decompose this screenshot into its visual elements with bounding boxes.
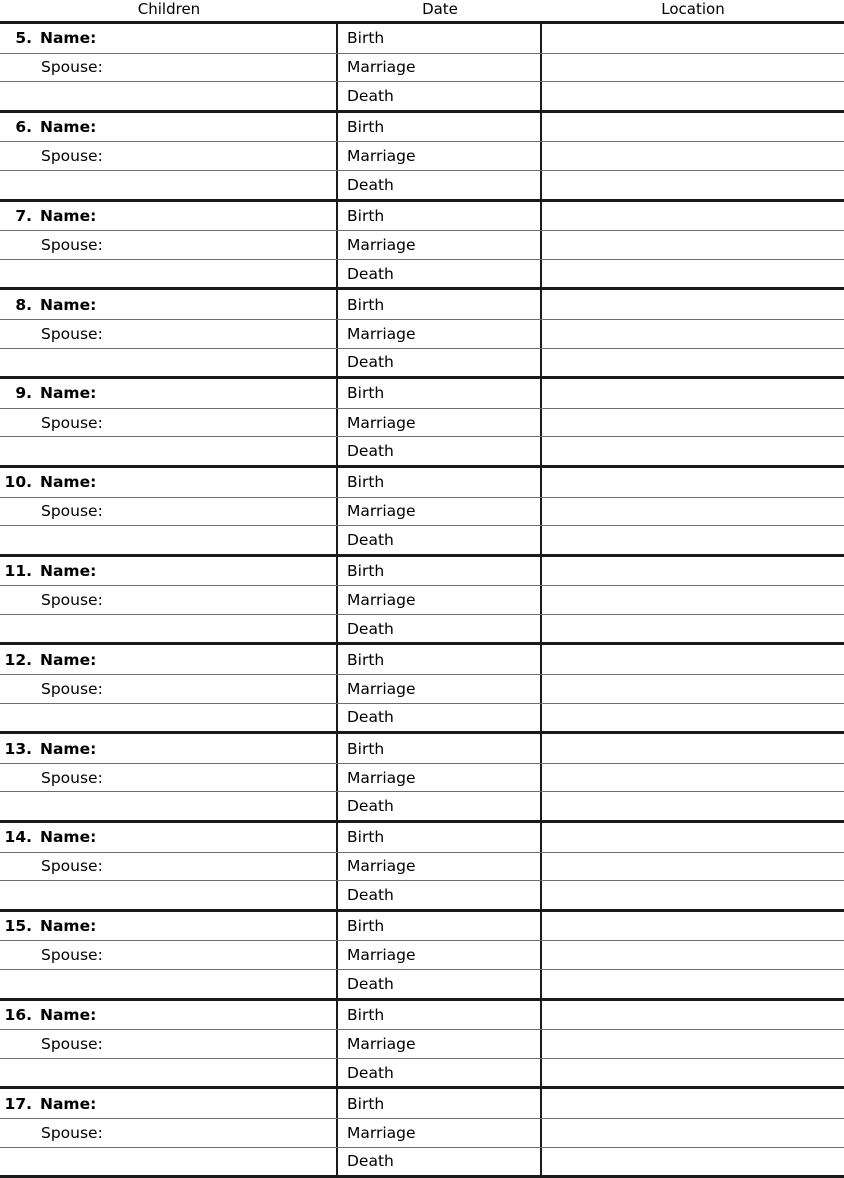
table-header	[0, 0, 844, 21]
spouse-name-cell[interactable]	[0, 231, 338, 259]
table-row	[0, 614, 844, 643]
marriage-date-cell[interactable]	[338, 231, 542, 259]
birth-location-cell[interactable]	[542, 202, 844, 231]
table-row	[0, 170, 844, 199]
birth-date-cell[interactable]	[338, 113, 542, 142]
birth-date-cell[interactable]	[338, 734, 542, 763]
spouse-label: Spouse:	[41, 679, 103, 698]
death-date-cell[interactable]	[338, 792, 542, 820]
name-label: Name:	[40, 384, 97, 403]
table-row	[0, 24, 844, 53]
table-row	[0, 113, 844, 142]
marriage-label: Marriage	[347, 58, 416, 77]
death-label: Death	[347, 175, 394, 194]
child-name-cell[interactable]	[0, 113, 338, 142]
death-label: Death	[347, 530, 394, 549]
death-date-cell[interactable]	[338, 171, 542, 199]
child-name-cell[interactable]	[0, 1001, 338, 1030]
spouse-label: Spouse:	[41, 58, 103, 77]
blank-cell	[0, 704, 338, 732]
death-date-cell[interactable]	[338, 881, 542, 909]
death-label: Death	[347, 974, 394, 993]
child-entry-group	[0, 1086, 844, 1175]
death-date-cell[interactable]	[338, 526, 542, 554]
marriage-date-cell[interactable]	[338, 853, 542, 881]
marriage-date-cell[interactable]	[338, 142, 542, 170]
table-row	[0, 348, 844, 377]
birth-label: Birth	[347, 473, 385, 492]
spouse-name-cell[interactable]	[0, 1030, 338, 1058]
blank-cell	[0, 171, 338, 199]
spouse-name-cell[interactable]	[0, 498, 338, 526]
spouse-label: Spouse:	[41, 768, 103, 787]
marriage-date-cell[interactable]	[338, 1030, 542, 1058]
child-name-cell[interactable]	[0, 823, 338, 852]
marriage-location-cell[interactable]	[542, 1119, 844, 1147]
table-row	[0, 436, 844, 465]
birth-date-cell[interactable]	[338, 202, 542, 231]
marriage-location-cell[interactable]	[542, 586, 844, 614]
child-entry-group	[0, 199, 844, 288]
table-row	[0, 202, 844, 231]
blank-cell	[0, 82, 338, 110]
child-entry-group	[0, 820, 844, 909]
death-label: Death	[347, 442, 394, 461]
spouse-label: Spouse:	[41, 946, 103, 965]
name-label: Name:	[40, 206, 97, 225]
death-date-cell[interactable]	[338, 349, 542, 377]
birth-location-cell[interactable]	[542, 557, 844, 586]
marriage-date-cell[interactable]	[338, 54, 542, 82]
spouse-name-cell[interactable]	[0, 675, 338, 703]
birth-label: Birth	[347, 828, 385, 847]
marriage-label: Marriage	[347, 857, 416, 876]
death-location-cell[interactable]	[542, 526, 844, 554]
birth-date-cell[interactable]	[338, 290, 542, 319]
blank-cell	[0, 349, 338, 377]
birth-location-cell[interactable]	[542, 468, 844, 497]
name-label: Name:	[40, 473, 97, 492]
blank-cell	[0, 1059, 338, 1087]
child-entry-group	[0, 465, 844, 554]
marriage-label: Marriage	[347, 1034, 416, 1053]
marriage-label: Marriage	[347, 946, 416, 965]
child-entry-group	[0, 376, 844, 465]
table-row	[0, 703, 844, 732]
marriage-location-cell[interactable]	[542, 675, 844, 703]
death-location-cell[interactable]	[542, 1148, 844, 1176]
birth-label: Birth	[347, 561, 385, 580]
birth-label: Birth	[347, 1005, 385, 1024]
marriage-date-cell[interactable]	[338, 941, 542, 969]
death-date-cell[interactable]	[338, 615, 542, 643]
death-location-cell[interactable]	[542, 792, 844, 820]
table-row	[0, 1147, 844, 1176]
child-name-cell[interactable]	[0, 1089, 338, 1118]
spouse-label: Spouse:	[41, 324, 103, 343]
birth-label: Birth	[347, 29, 385, 48]
marriage-location-cell[interactable]	[542, 853, 844, 881]
child-entry-group	[0, 287, 844, 376]
child-number: 5.	[15, 29, 32, 48]
name-label: Name:	[40, 295, 97, 314]
child-name-cell[interactable]	[0, 912, 338, 941]
table-row	[0, 81, 844, 110]
spouse-name-cell[interactable]	[0, 853, 338, 881]
marriage-date-cell[interactable]	[338, 675, 542, 703]
birth-label: Birth	[347, 739, 385, 758]
death-label: Death	[347, 86, 394, 105]
table-row	[0, 880, 844, 909]
birth-label: Birth	[347, 917, 385, 936]
marriage-location-cell[interactable]	[542, 409, 844, 437]
table-row	[0, 734, 844, 763]
birth-date-cell[interactable]	[338, 1001, 542, 1030]
marriage-label: Marriage	[347, 147, 416, 166]
table-row	[0, 319, 844, 348]
birth-location-cell[interactable]	[542, 645, 844, 674]
birth-location-cell[interactable]	[542, 290, 844, 319]
marriage-date-cell[interactable]	[338, 320, 542, 348]
marriage-date-cell[interactable]	[338, 498, 542, 526]
birth-location-cell[interactable]	[542, 823, 844, 852]
blank-cell	[0, 615, 338, 643]
child-number: 10.	[4, 473, 32, 492]
blank-cell	[0, 792, 338, 820]
table-row	[0, 1089, 844, 1118]
child-name-cell[interactable]	[0, 290, 338, 319]
birth-label: Birth	[347, 1094, 385, 1113]
name-label: Name:	[40, 739, 97, 758]
table-row	[0, 525, 844, 554]
birth-date-cell[interactable]	[338, 912, 542, 941]
name-label: Name:	[40, 561, 97, 580]
death-label: Death	[347, 886, 394, 905]
birth-location-cell[interactable]	[542, 113, 844, 142]
table-row	[0, 763, 844, 792]
name-label: Name:	[40, 29, 97, 48]
death-label: Death	[347, 1063, 394, 1082]
table-row	[0, 1029, 844, 1058]
birth-date-cell[interactable]	[338, 1089, 542, 1118]
child-number: 17.	[4, 1094, 32, 1113]
death-label: Death	[347, 797, 394, 816]
child-number: 9.	[15, 384, 32, 403]
marriage-location-cell[interactable]	[542, 764, 844, 792]
death-location-cell[interactable]	[542, 82, 844, 110]
child-number: 8.	[15, 295, 32, 314]
child-entry-group	[0, 909, 844, 998]
table-body	[0, 24, 844, 1175]
child-number: 14.	[4, 828, 32, 847]
death-location-cell[interactable]	[542, 349, 844, 377]
child-name-cell[interactable]	[0, 734, 338, 763]
table-row	[0, 823, 844, 852]
table-row	[0, 1118, 844, 1147]
child-number: 16.	[4, 1005, 32, 1024]
marriage-label: Marriage	[347, 591, 416, 610]
column-header-location: Location	[661, 0, 725, 18]
table-row	[0, 290, 844, 319]
column-header-children: Children	[137, 0, 201, 18]
child-entry-group	[0, 731, 844, 820]
table-row	[0, 674, 844, 703]
marriage-location-cell[interactable]	[542, 142, 844, 170]
death-location-cell[interactable]	[542, 970, 844, 998]
child-number: 15.	[4, 917, 32, 936]
table-row	[0, 557, 844, 586]
name-label: Name:	[40, 650, 97, 669]
marriage-label: Marriage	[347, 1123, 416, 1142]
birth-date-cell[interactable]	[338, 468, 542, 497]
death-date-cell[interactable]	[338, 260, 542, 288]
spouse-label: Spouse:	[41, 857, 103, 876]
child-name-cell[interactable]	[0, 645, 338, 674]
birth-date-cell[interactable]	[338, 645, 542, 674]
table-row	[0, 53, 844, 82]
marriage-location-cell[interactable]	[542, 941, 844, 969]
table-row	[0, 259, 844, 288]
table-row	[0, 1001, 844, 1030]
death-date-cell[interactable]	[338, 437, 542, 465]
marriage-label: Marriage	[347, 324, 416, 343]
child-entry-group	[0, 642, 844, 731]
child-name-cell[interactable]	[0, 468, 338, 497]
table-row	[0, 1058, 844, 1087]
table-row	[0, 585, 844, 614]
child-entry-group	[0, 110, 844, 199]
name-label: Name:	[40, 917, 97, 936]
table-row	[0, 408, 844, 437]
spouse-name-cell[interactable]	[0, 142, 338, 170]
spouse-label: Spouse:	[41, 591, 103, 610]
name-label: Name:	[40, 118, 97, 137]
table-row	[0, 497, 844, 526]
blank-cell	[0, 526, 338, 554]
death-location-cell[interactable]	[542, 260, 844, 288]
marriage-location-cell[interactable]	[542, 498, 844, 526]
marriage-label: Marriage	[347, 679, 416, 698]
marriage-label: Marriage	[347, 502, 416, 521]
birth-location-cell[interactable]	[542, 734, 844, 763]
column-header-date: Date	[422, 0, 458, 18]
child-entry-group	[0, 554, 844, 643]
death-date-cell[interactable]	[338, 1059, 542, 1087]
marriage-date-cell[interactable]	[338, 586, 542, 614]
marriage-date-cell[interactable]	[338, 1119, 542, 1147]
birth-date-cell[interactable]	[338, 823, 542, 852]
death-location-cell[interactable]	[542, 881, 844, 909]
death-date-cell[interactable]	[338, 704, 542, 732]
blank-cell	[0, 970, 338, 998]
birth-date-cell[interactable]	[338, 24, 542, 53]
birth-date-cell[interactable]	[338, 557, 542, 586]
table-row	[0, 969, 844, 998]
spouse-name-cell[interactable]	[0, 764, 338, 792]
death-date-cell[interactable]	[338, 82, 542, 110]
spouse-name-cell[interactable]	[0, 54, 338, 82]
child-entry-group	[0, 24, 844, 110]
birth-location-cell[interactable]	[542, 1001, 844, 1030]
table-row	[0, 468, 844, 497]
table-row	[0, 912, 844, 941]
spouse-label: Spouse:	[41, 1123, 103, 1142]
table-row	[0, 230, 844, 259]
spouse-name-cell[interactable]	[0, 586, 338, 614]
spouse-name-cell[interactable]	[0, 941, 338, 969]
child-name-cell[interactable]	[0, 24, 338, 53]
birth-label: Birth	[347, 295, 385, 314]
child-name-cell[interactable]	[0, 202, 338, 231]
death-location-cell[interactable]	[542, 171, 844, 199]
death-date-cell[interactable]	[338, 1148, 542, 1176]
spouse-name-cell[interactable]	[0, 409, 338, 437]
marriage-location-cell[interactable]	[542, 231, 844, 259]
spouse-label: Spouse:	[41, 235, 103, 254]
marriage-label: Marriage	[347, 768, 416, 787]
marriage-label: Marriage	[347, 413, 416, 432]
birth-label: Birth	[347, 384, 385, 403]
blank-cell	[0, 1148, 338, 1176]
death-label: Death	[347, 353, 394, 372]
spouse-label: Spouse:	[41, 1034, 103, 1053]
birth-location-cell[interactable]	[542, 379, 844, 408]
child-number: 6.	[15, 118, 32, 137]
spouse-label: Spouse:	[41, 147, 103, 166]
spouse-name-cell[interactable]	[0, 320, 338, 348]
blank-cell	[0, 260, 338, 288]
name-label: Name:	[40, 1005, 97, 1024]
marriage-date-cell[interactable]	[338, 764, 542, 792]
spouse-label: Spouse:	[41, 502, 103, 521]
marriage-location-cell[interactable]	[542, 1030, 844, 1058]
death-label: Death	[347, 619, 394, 638]
death-label: Death	[347, 708, 394, 727]
name-label: Name:	[40, 828, 97, 847]
blank-cell	[0, 437, 338, 465]
marriage-label: Marriage	[347, 235, 416, 254]
blank-cell	[0, 881, 338, 909]
birth-label: Birth	[347, 650, 385, 669]
child-name-cell[interactable]	[0, 557, 338, 586]
spouse-label: Spouse:	[41, 413, 103, 432]
table-row	[0, 141, 844, 170]
death-location-cell[interactable]	[542, 704, 844, 732]
birth-location-cell[interactable]	[542, 912, 844, 941]
birth-label: Birth	[347, 206, 385, 225]
death-date-cell[interactable]	[338, 970, 542, 998]
death-location-cell[interactable]	[542, 437, 844, 465]
child-name-cell[interactable]	[0, 379, 338, 408]
child-number: 12.	[4, 650, 32, 669]
birth-location-cell[interactable]	[542, 1089, 844, 1118]
table-row	[0, 940, 844, 969]
marriage-date-cell[interactable]	[338, 409, 542, 437]
table-row	[0, 379, 844, 408]
child-number: 11.	[4, 561, 32, 580]
death-location-cell[interactable]	[542, 615, 844, 643]
child-number: 13.	[4, 739, 32, 758]
child-entry-group	[0, 998, 844, 1087]
table-row	[0, 791, 844, 820]
death-location-cell[interactable]	[542, 1059, 844, 1087]
birth-location-cell[interactable]	[542, 24, 844, 53]
spouse-name-cell[interactable]	[0, 1119, 338, 1147]
child-number: 7.	[15, 206, 32, 225]
birth-date-cell[interactable]	[338, 379, 542, 408]
marriage-location-cell[interactable]	[542, 320, 844, 348]
death-label: Death	[347, 264, 394, 283]
table-row	[0, 852, 844, 881]
table-row	[0, 645, 844, 674]
death-label: Death	[347, 1152, 394, 1171]
marriage-location-cell[interactable]	[542, 54, 844, 82]
birth-label: Birth	[347, 118, 385, 137]
name-label: Name:	[40, 1094, 97, 1113]
